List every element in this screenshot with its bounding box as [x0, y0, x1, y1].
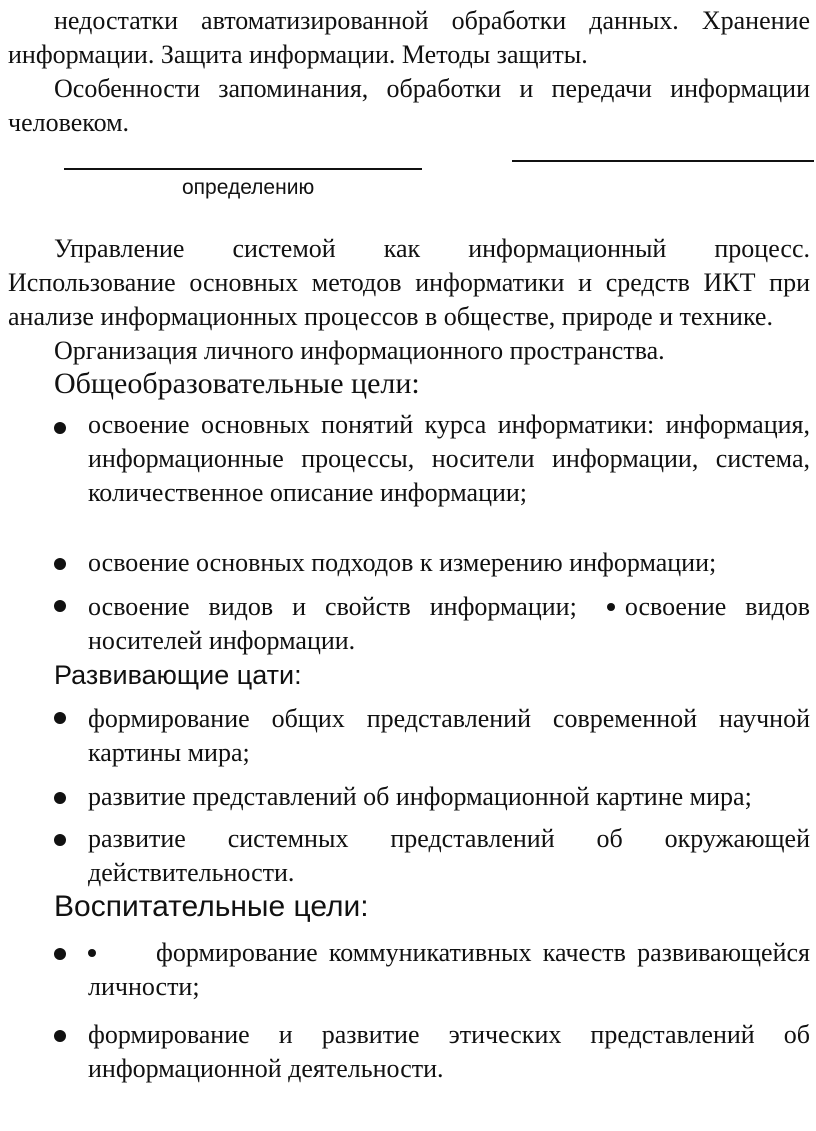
bullet-icon — [54, 600, 66, 612]
list-item — [88, 590, 810, 658]
bullet-icon — [54, 1030, 66, 1042]
list-item: развитие представлений об информационной картине мира; — [88, 782, 752, 811]
paragraph-management: Управление системой как информационный процесс. Использование основных методов информатики и средств ИКТ при анализе информационных процессов в обществе, природе и технике. — [8, 234, 810, 331]
heading-general-goals: Общеобразовательные цели: — [54, 367, 420, 400]
blank-line-left — [64, 168, 422, 170]
list-item — [88, 936, 810, 1004]
bullet-icon — [54, 712, 66, 724]
bullet-icon — [54, 792, 66, 804]
list-item: формирование и развитие этических представлений об информационной деятельности. — [88, 1020, 810, 1083]
caption-text: определению — [182, 176, 315, 199]
paragraph-storage: недостатки автоматизированной обработки данных. Хранение информации. Защита информации. Методы защиты. — [8, 6, 810, 69]
paragraph-human-memory: Особенности запоминания, обработки и передачи информации человеком. — [8, 74, 810, 137]
list-item: формирование общих представлений современной научной картины мира; — [88, 704, 810, 767]
inline-bullet-icon — [607, 603, 615, 611]
bullet-icon — [54, 834, 66, 846]
list-item: освоение основных подходов к измерению информации; — [88, 548, 717, 577]
list-item-text: освоение видов и свойств информации; — [88, 592, 577, 621]
inline-bullet-icon — [88, 949, 96, 957]
list-item: освоение основных понятий курса информатики: информация, информационные процессы, носители информации, система, количественное описание информации; — [88, 410, 810, 507]
list-item: развитие системных представлений об окружающей действительности. — [88, 824, 810, 887]
blank-line-right — [512, 160, 814, 162]
list-item-tail: освоение видов носителей информации. — [88, 592, 810, 655]
paragraph-personal-space: Организация личного информационного пространства. — [54, 336, 665, 365]
bullet-icon — [54, 422, 66, 434]
bullet-icon — [54, 558, 66, 570]
heading-developing-goals: Развивающие цати: — [54, 660, 302, 690]
heading-educational-goals: Воспитательные цели: — [54, 890, 369, 923]
bullet-icon — [54, 948, 66, 960]
list-item-text: формирование коммуникативных качеств развивающейся личности; — [88, 938, 810, 1001]
